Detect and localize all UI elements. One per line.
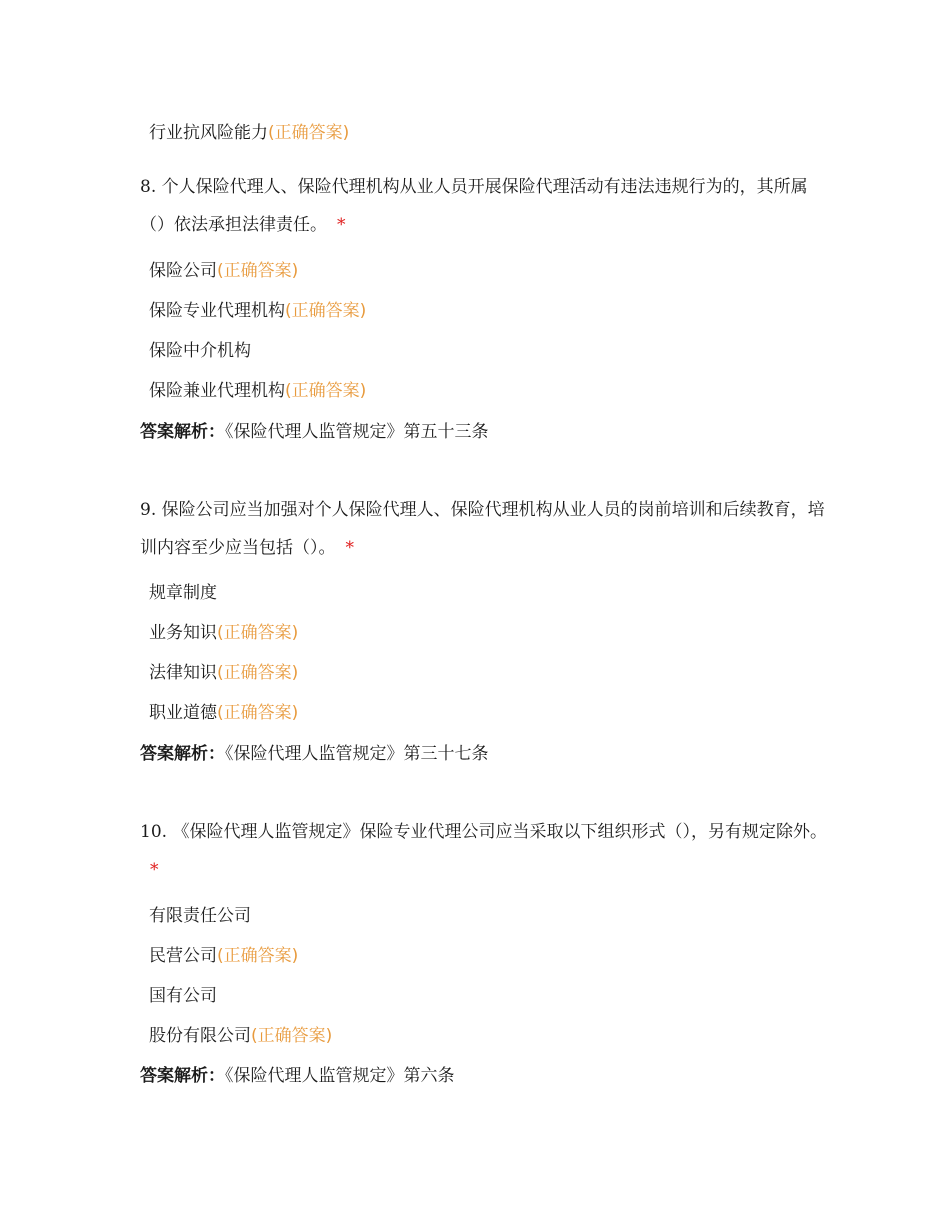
q7-option-4	[149, 121, 349, 145]
q8-option-4	[149, 379, 366, 403]
option-label: 规章制度	[149, 583, 217, 603]
q8-option-2	[149, 299, 366, 323]
correct-answer-tag: (正确答案)	[217, 623, 299, 643]
q10-option-4	[149, 1024, 332, 1048]
analysis-text: 《保险代理人监管规定》第五十三条	[225, 422, 489, 442]
question-number: 10.	[140, 822, 168, 842]
q9-analysis	[140, 742, 489, 766]
required-star: *	[337, 215, 346, 235]
option-label: 民营公司	[149, 946, 217, 966]
option-label: 国有公司	[149, 986, 217, 1006]
option-label: 有限责任公司	[149, 906, 251, 926]
required-star: *	[150, 860, 159, 880]
option-label: 保险兼业代理机构	[149, 381, 285, 401]
q9-option-3	[149, 661, 298, 685]
correct-answer-tag: (正确答案)	[217, 261, 299, 281]
q10-option-2	[149, 944, 298, 968]
option-label: 股份有限公司	[149, 1026, 251, 1046]
q8-option-3	[149, 339, 251, 363]
required-star: *	[345, 538, 354, 558]
q9-option-2	[149, 621, 298, 645]
q9-option-4	[149, 701, 298, 725]
option-label: 法律知识	[149, 663, 217, 683]
question-number: 8.	[140, 177, 157, 197]
q10-option-1	[149, 904, 251, 928]
correct-answer-tag: (正确答案)	[285, 301, 367, 321]
option-label: 保险公司	[149, 261, 217, 281]
q10-option-3	[149, 984, 217, 1008]
q8-analysis	[140, 420, 489, 444]
question-8	[140, 168, 830, 244]
q8-option-1	[149, 259, 298, 283]
analysis-label: 答案解析：	[140, 1066, 225, 1086]
option-label: 行业抗风险能力	[149, 123, 268, 143]
q10-analysis	[140, 1064, 455, 1088]
correct-answer-tag: (正确答案)	[217, 703, 299, 723]
option-label: 保险中介机构	[149, 341, 251, 361]
question-text: 《保险代理人监管规定》保险专业代理公司应当采取以下组织形式（），另有规定除外。	[172, 822, 827, 842]
correct-answer-tag: (正确答案)	[268, 123, 350, 143]
option-label: 保险专业代理机构	[149, 301, 285, 321]
analysis-text: 《保险代理人监管规定》第三十七条	[225, 744, 489, 764]
correct-answer-tag: (正确答案)	[285, 381, 367, 401]
analysis-label: 答案解析：	[140, 422, 225, 442]
question-text: 保险公司应当加强对个人保险代理人、保险代理机构从业人员的岗前培训和后续教育，培训内容至少应当包括（）。	[140, 500, 825, 558]
question-number: 9.	[140, 500, 157, 520]
q9-option-1	[149, 581, 217, 605]
option-label: 职业道德	[149, 703, 217, 723]
correct-answer-tag: (正确答案)	[251, 1026, 333, 1046]
analysis-label: 答案解析：	[140, 744, 225, 764]
option-label: 业务知识	[149, 623, 217, 643]
correct-answer-tag: (正确答案)	[217, 946, 299, 966]
question-10	[140, 813, 830, 889]
question-9	[140, 491, 830, 567]
question-text: 个人保险代理人、保险代理机构从业人员开展保险代理活动有违法违规行为的，其所属（）依法承担法律责任。	[140, 177, 808, 235]
correct-answer-tag: (正确答案)	[217, 663, 299, 683]
analysis-text: 《保险代理人监管规定》第六条	[225, 1066, 455, 1086]
